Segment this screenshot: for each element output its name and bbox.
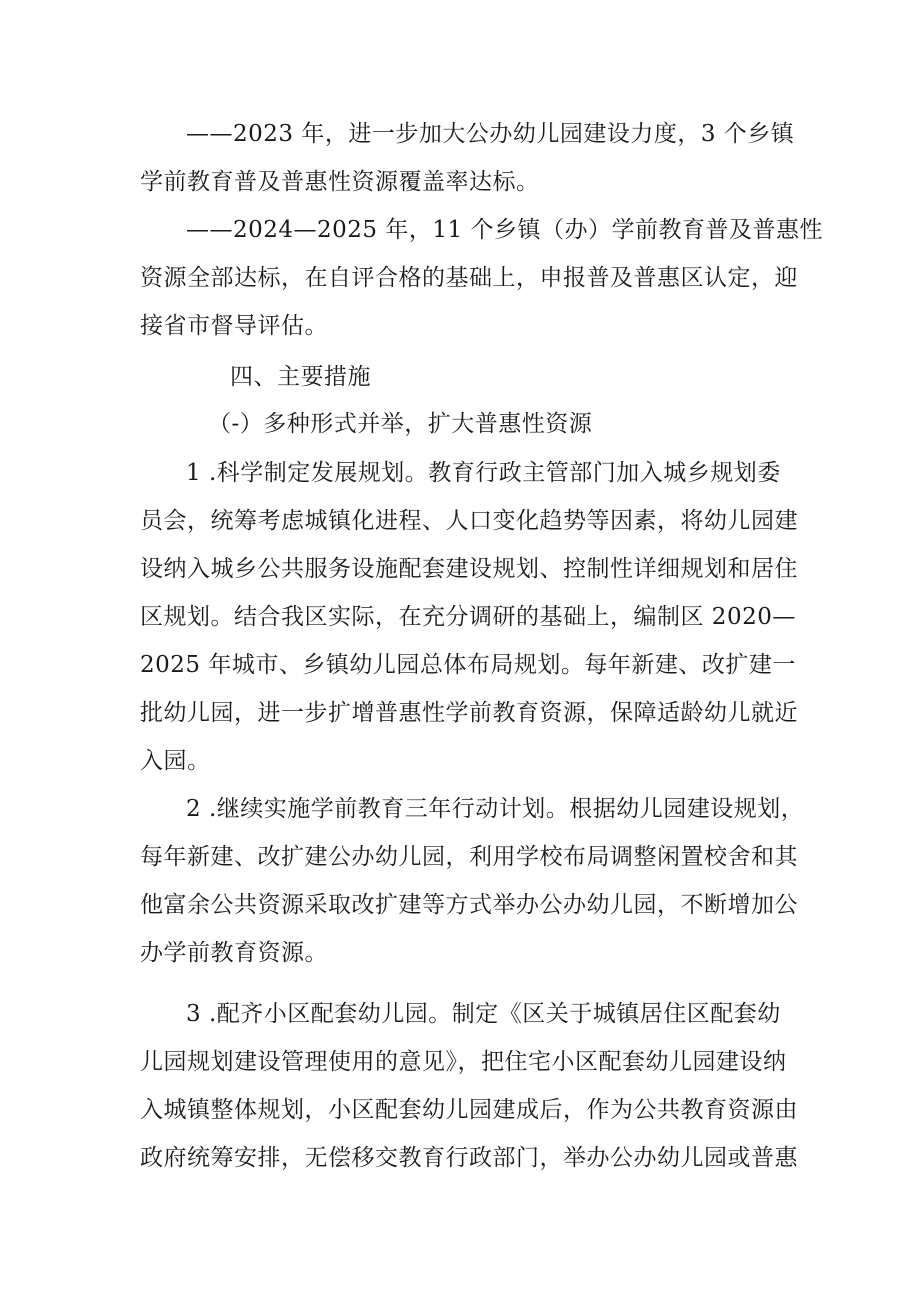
- text-line: 政府统筹安排，无偿移交教育行政部门，举办公办幼儿园或普惠: [140, 1145, 798, 1171]
- text-line: 入城镇整体规划，小区配套幼儿园建成后，作为公共教育资源由: [140, 1097, 798, 1123]
- text-line: 儿园规划建设管理使用的意见》，把住宅小区配套幼儿园建设纳: [140, 1049, 787, 1075]
- text-line: 3 .配齐小区配套幼儿园。制定《区关于城镇居住区配套幼: [186, 1001, 781, 1027]
- text-line: 批幼儿园，进一步扩增普惠性学前教育资源，保障适龄幼儿就近: [140, 700, 798, 726]
- text-line: 2 .继续实施学前教育三年行动计划。根据幼儿园建设规划，: [186, 796, 805, 822]
- text-line: 入园。: [140, 748, 211, 774]
- text-line: 接省市督导评估。: [140, 313, 328, 339]
- text-line: 区规划。结合我区实际，在充分调研的基础上，编制区 2020—: [140, 604, 796, 630]
- text-line: 2025 年城市、乡镇幼儿园总体布局规划。每年新建、改扩建一: [140, 652, 796, 678]
- text-line: 办学前教育资源。: [140, 940, 328, 966]
- section-heading: 四、主要措施: [230, 364, 371, 390]
- text-line: ——2023 年，进一步加大公办幼儿园建设力度，3 个乡镇: [186, 121, 795, 147]
- text-line: 1 .科学制定发展规划。教育行政主管部门加入城乡规划委: [186, 460, 781, 486]
- text-line: 员会，统筹考虑城镇化进程、人口变化趋势等因素，将幼儿园建: [140, 508, 798, 534]
- text-line: 他富余公共资源采取改扩建等方式举办公办幼儿园，不断增加公: [140, 892, 798, 918]
- text-line: 学前教育普及普惠性资源覆盖率达标。: [140, 169, 540, 195]
- text-line: 资源全部达标，在自评合格的基础上，申报普及普惠区认定，迎: [140, 265, 798, 291]
- text-line: 设纳入城乡公共服务设施配套建设规划、控制性详细规划和居住: [140, 556, 798, 582]
- subsection-heading: （-）多种形式并举，扩大普惠性资源: [208, 411, 593, 437]
- text-line: ——2024—2025 年，11 个乡镇（办）学前教育普及普惠性: [186, 217, 823, 243]
- text-line: 每年新建、改扩建公办幼儿园，利用学校布局调整闲置校舍和其: [140, 844, 798, 870]
